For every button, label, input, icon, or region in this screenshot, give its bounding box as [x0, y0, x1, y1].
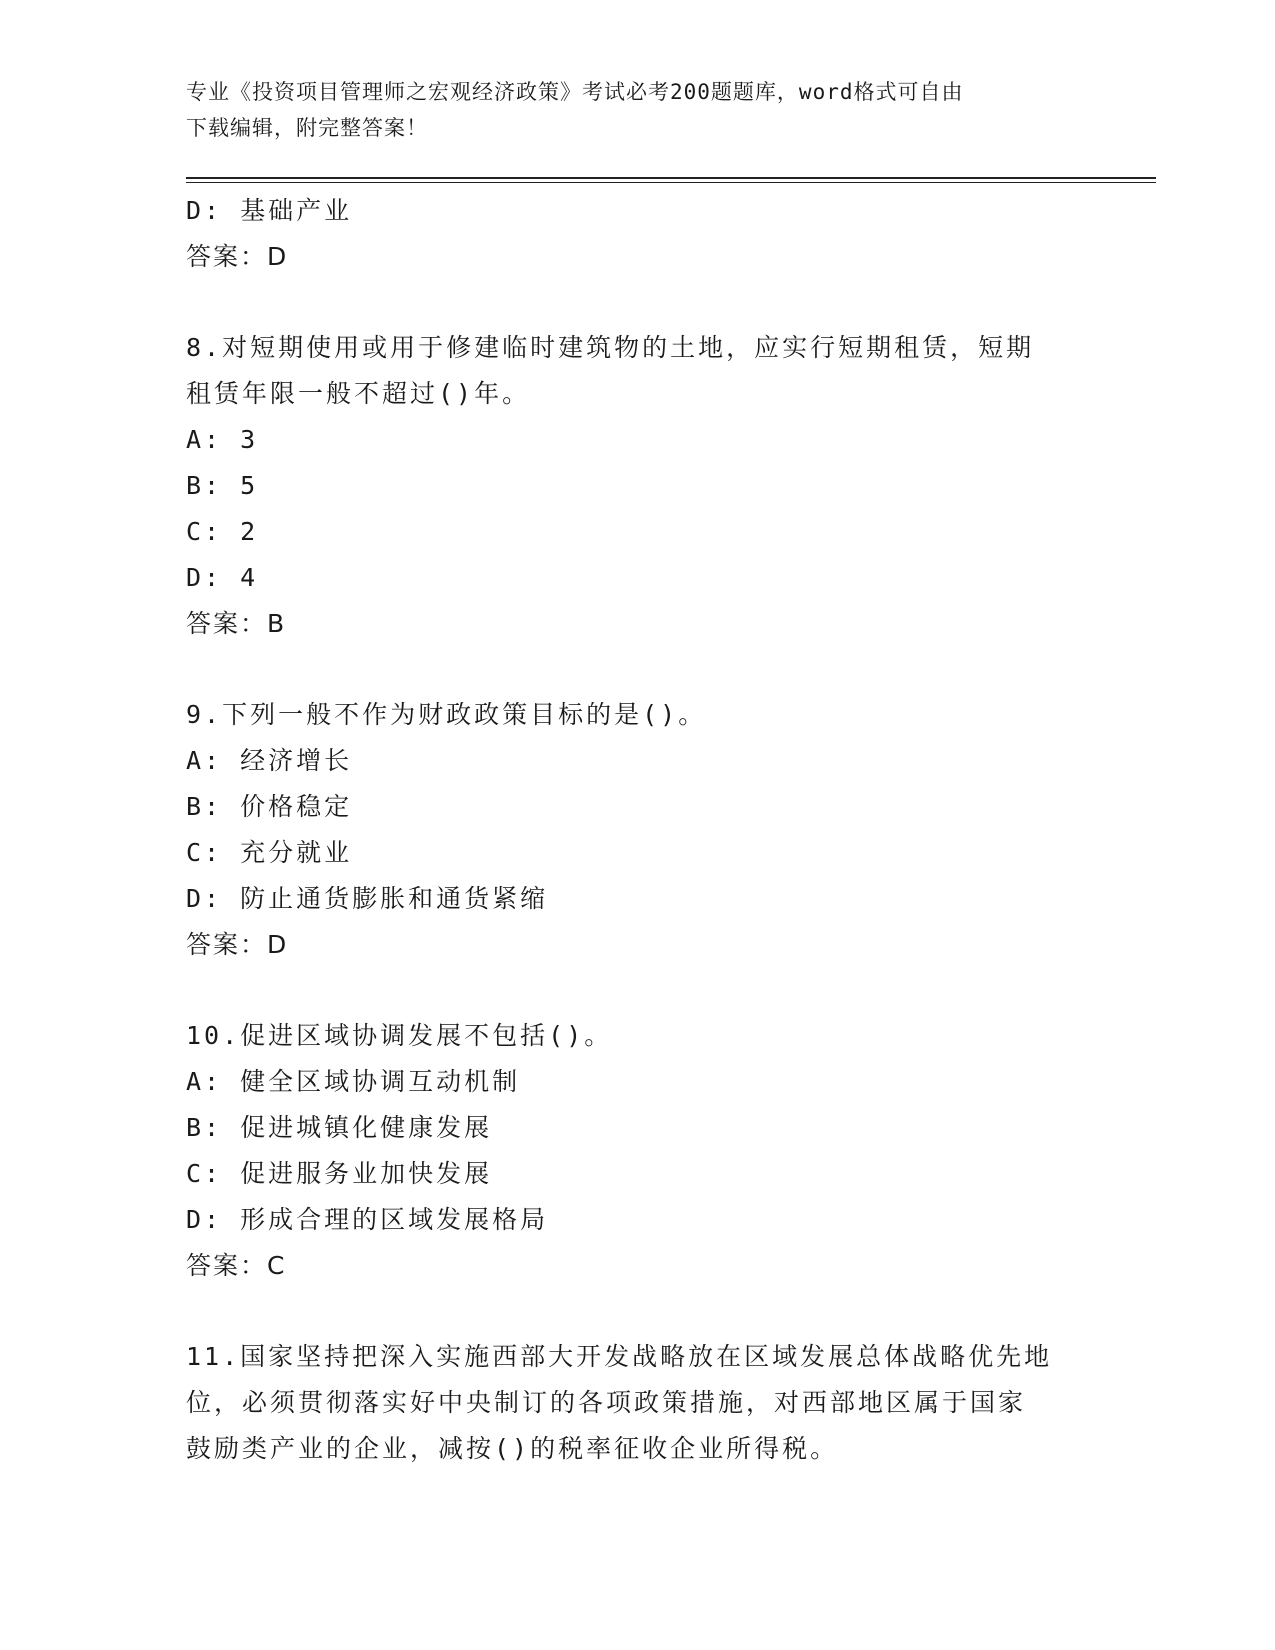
question-text: 租赁年限一般不超过()年。: [186, 379, 531, 408]
question-8: [186, 325, 1086, 647]
question-11: [186, 1334, 1086, 1472]
answer-line: 答案：D: [186, 930, 289, 959]
option-c: C: 充分就业: [186, 838, 353, 867]
option-a: A: 健全区域协调互动机制: [186, 1067, 521, 1096]
previous-question-tail: [186, 188, 1086, 280]
header-divider-thin: [186, 182, 1156, 183]
option-d: D: 4: [186, 563, 259, 592]
option-c: C: 2: [186, 517, 259, 546]
answer-line: 答案：C: [186, 1251, 287, 1280]
question-9: [186, 692, 1086, 968]
option-b: B: 促进城镇化健康发展: [186, 1113, 493, 1142]
header-line-1: 专业《投资项目管理师之宏观经济政策》考试必考200题题库，word格式可自由: [186, 80, 964, 104]
option-b: B: 价格稳定: [186, 792, 353, 821]
question-text: 位，必须贯彻落实好中央制订的各项政策措施，对西部地区属于国家: [186, 1388, 1027, 1417]
question-text: 11.国家坚持把深入实施西部大开发战略放在区域发展总体战略优先地: [186, 1342, 1053, 1371]
option-b: B: 5: [186, 471, 259, 500]
question-text: 9.下列一般不作为财政政策目标的是()。: [186, 700, 707, 729]
option-a: A: 3: [186, 425, 259, 454]
header-line-2: 下载编辑，附完整答案！: [186, 116, 428, 140]
document-header: [186, 74, 1066, 146]
answer-line: 答案：B: [186, 609, 287, 638]
option-a: A: 经济增长: [186, 746, 353, 775]
question-list: [186, 188, 1086, 1472]
option-c: C: 促进服务业加快发展: [186, 1159, 493, 1188]
option-d: D: 防止通货膨胀和通货紧缩: [186, 884, 549, 913]
answer-line: 答案：D: [186, 242, 289, 271]
header-divider-thick: [186, 177, 1156, 179]
question-text: 10.促进区域协调发展不包括()。: [186, 1021, 613, 1050]
question-text: 鼓励类产业的企业，减按()的税率征收企业所得税。: [186, 1434, 839, 1463]
option-d: D: 形成合理的区域发展格局: [186, 1205, 549, 1234]
question-10: [186, 1013, 1086, 1289]
option-d: D: 基础产业: [186, 196, 353, 225]
question-text: 8.对短期使用或用于修建临时建筑物的土地，应实行短期租赁，短期: [186, 333, 1035, 362]
